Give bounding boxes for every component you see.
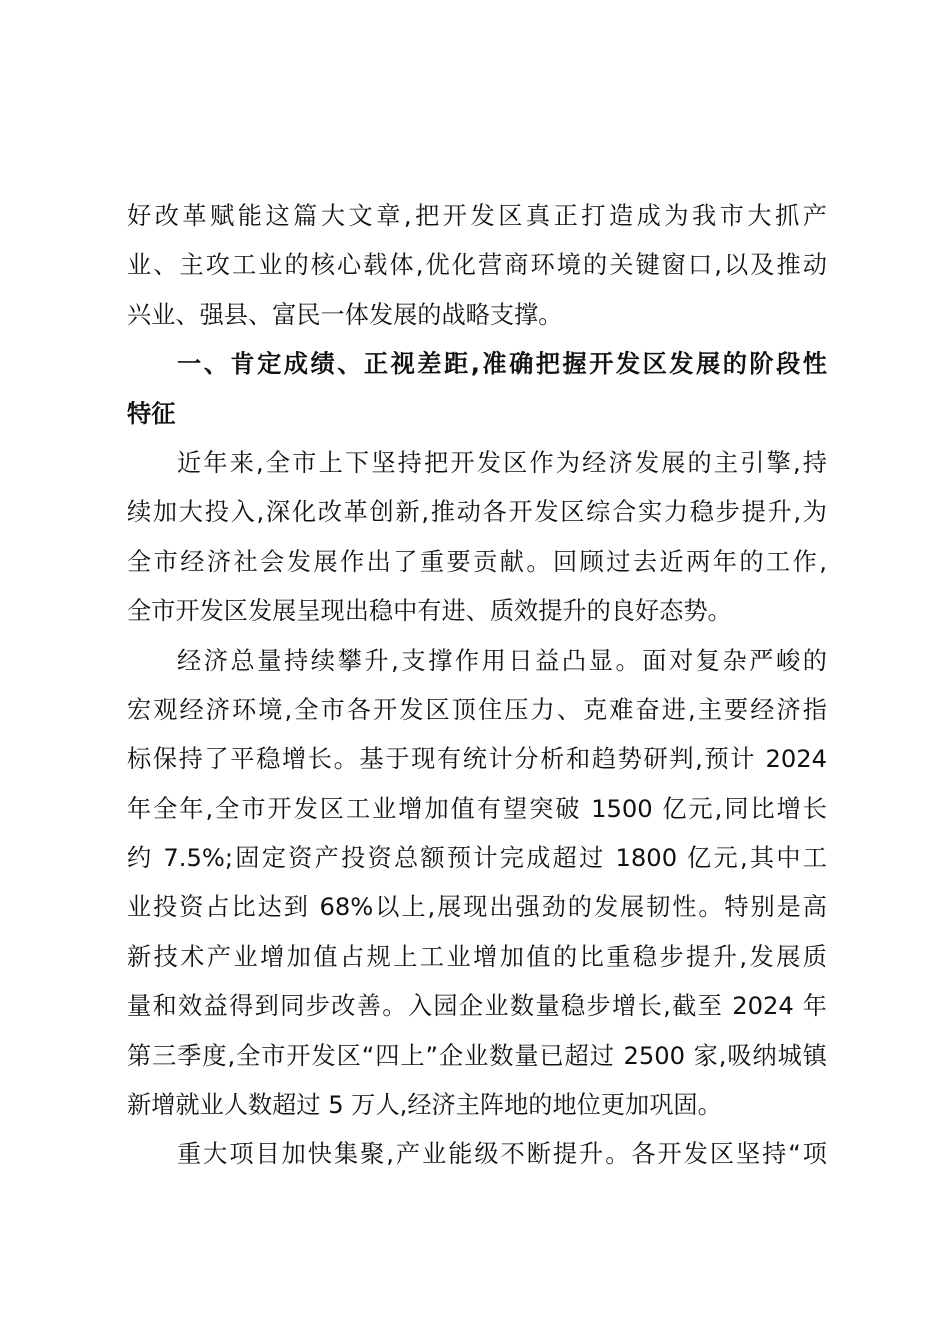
text-line: 业投资占比达到 68%以上,展现出强劲的发展韧性。特别是高	[127, 893, 827, 922]
paragraph-recent-years	[127, 439, 827, 637]
text-line: 量和效益得到同步改善。入园企业数量稳步增长,截至 2024 年	[127, 992, 827, 1021]
document-body	[127, 192, 827, 1180]
paragraph-major-projects	[127, 1130, 827, 1179]
heading-line: 一、肯定成绩、正视差距,准确把握开发区发展的阶段性	[177, 350, 827, 379]
text-line: 经济总量持续攀升,支撑作用日益凸显。面对复杂严峻的	[177, 646, 827, 675]
text-line: 宏观经济环境,全市各开发区顶住压力、克难奋进,主要经济指	[127, 695, 827, 724]
text-line: 业、主攻工业的核心载体,优化营商环境的关键窗口,以及推动	[127, 251, 827, 280]
text-line: 约 7.5%;固定资产投资总额预计完成超过 1800 亿元,其中工	[127, 844, 827, 873]
text-line: 标保持了平稳增长。基于现有统计分析和趋势研判,预计 2024	[127, 745, 827, 774]
text-line: 新增就业人数超过 5 万人,经济主阵地的地位更加巩固。	[127, 1091, 722, 1120]
text-line: 兴业、强县、富民一体发展的战略支撑。	[127, 300, 563, 329]
section-heading-1	[127, 340, 827, 439]
text-line: 续加大投入,深化改革创新,推动各开发区综合实力稳步提升,为	[127, 498, 827, 527]
text-line: 第三季度,全市开发区“四上”企业数量已超过 2500 家,吸纳城镇	[127, 1041, 827, 1070]
text-line: 好改革赋能这篇大文章,把开发区真正打造成为我市大抓产	[127, 202, 827, 230]
text-line: 全市经济社会发展作出了重要贡献。回顾过去近两年的工作,	[127, 547, 827, 576]
text-line: 重大项目加快集聚,产业能级不断提升。各开发区坚持“项	[177, 1140, 827, 1169]
heading-line: 特征	[127, 399, 176, 428]
paragraph-reform-intro	[127, 192, 827, 340]
text-line: 年全年,全市开发区工业增加值有望突破 1500 亿元,同比增长	[127, 794, 827, 823]
text-line: 新技术产业增加值占规上工业增加值的比重稳步提升,发展质	[127, 942, 827, 971]
paragraph-economic-growth	[127, 637, 827, 1131]
text-line: 近年来,全市上下坚持把开发区作为经济发展的主引擎,持	[177, 448, 827, 477]
text-line: 全市开发区发展呈现出稳中有进、质效提升的良好态势。	[127, 597, 732, 626]
